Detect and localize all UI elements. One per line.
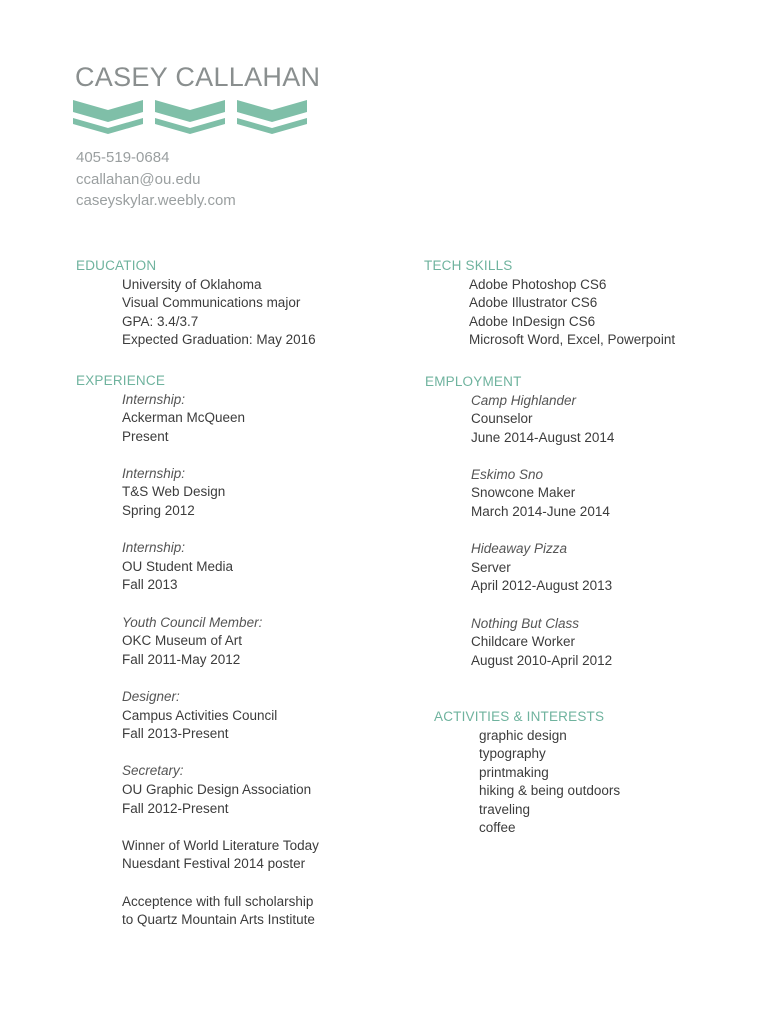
award-line: Acceptence with full scholarship: [122, 893, 314, 909]
employment-dates: April 2012-August 2013: [471, 578, 613, 594]
employment-entry: [471, 540, 614, 596]
employment-dates: August 2010-April 2012: [471, 652, 613, 668]
experience-org: Campus Activities Council: [122, 707, 278, 723]
chevron-banner: [73, 98, 309, 134]
experience-org: OKC Museum of Art: [122, 633, 243, 649]
employment-company: Eskimo Sno: [471, 466, 544, 482]
education-line: Visual Communications major: [122, 295, 301, 311]
chevron-icon: [237, 100, 307, 134]
employment-title: Snowcone Maker: [471, 485, 576, 501]
experience-dates: Fall 2013-Present: [122, 726, 229, 742]
experience-dates: Fall 2013: [122, 577, 178, 593]
award-line: Winner of World Literature Today: [122, 837, 319, 853]
section-heading: EXPERIENCE: [76, 373, 166, 388]
experience-role: Youth Council Member:: [122, 614, 263, 630]
award-line: to Quartz Mountain Arts Institute: [122, 912, 315, 928]
experience-dates: Fall 2011-May 2012: [122, 651, 241, 667]
section-heading: EMPLOYMENT: [425, 374, 522, 389]
employment-entry: [471, 615, 614, 671]
chevron-icon: [73, 100, 143, 134]
experience-dates: Fall 2012-Present: [122, 800, 229, 816]
section-heading: EDUCATION: [76, 258, 157, 273]
phone-number: 405-519-0684: [76, 149, 170, 166]
experience-section: [76, 372, 319, 930]
award-entry: [122, 893, 319, 930]
activities-section: [434, 708, 620, 838]
experience-entry: [122, 391, 319, 447]
experience-dates: Spring 2012: [122, 503, 195, 519]
website-url: caseyskylar.weebly.com: [76, 192, 236, 209]
experience-role: Designer:: [122, 689, 180, 704]
education-line: Expected Graduation: May 2016: [122, 332, 316, 348]
skill-item: Microsoft Word, Excel, Powerpoint: [469, 332, 676, 348]
employment-title: Counselor: [471, 411, 533, 427]
interest-item: typography: [479, 746, 546, 762]
experience-role: Internship:: [122, 465, 186, 481]
award-line: Nuesdant Festival 2014 poster: [122, 856, 306, 872]
experience-entry: [122, 465, 319, 521]
section-heading: TECH SKILLS: [424, 258, 513, 273]
employment-dates: June 2014-August 2014: [471, 429, 615, 445]
interest-item: coffee: [479, 820, 516, 836]
interest-item: traveling: [479, 801, 531, 817]
interest-item: graphic design: [479, 727, 567, 743]
experience-role: Secretary:: [122, 763, 184, 779]
employment-section: [425, 373, 614, 670]
employment-entry: [471, 466, 614, 522]
employment-entry: [471, 392, 614, 448]
interest-item: printmaking: [479, 764, 549, 780]
employment-company: Camp Highlander: [471, 392, 577, 408]
experience-org: T&S Web Design: [122, 484, 226, 500]
email-address: ccallahan@ou.edu: [76, 170, 201, 188]
employment-title: Server: [471, 559, 511, 575]
interest-item: hiking & being outdoors: [479, 783, 621, 799]
education-line: GPA: 3.4/3.7: [122, 313, 199, 329]
experience-org: Ackerman McQueen: [122, 410, 246, 426]
section-heading: ACTIVITIES & INTERESTS: [434, 709, 605, 724]
page-title: CASEY CALLAHAN: [75, 62, 321, 92]
contact-info: [76, 147, 236, 212]
experience-role: Internship:: [122, 540, 186, 556]
award-entry: [122, 837, 319, 874]
skill-item: Adobe InDesign CS6: [469, 313, 596, 329]
employment-company: Hideaway Pizza: [471, 541, 568, 557]
experience-entry: [122, 539, 319, 595]
education-line: University of Oklahoma: [122, 276, 262, 292]
employment-company: Nothing But Class: [471, 615, 580, 631]
experience-org: OU Student Media: [122, 558, 234, 574]
skill-item: Adobe Illustrator CS6: [469, 295, 598, 311]
chevron-icon: [155, 100, 225, 134]
tech-skills-section: [424, 257, 675, 350]
experience-entry: [122, 614, 319, 670]
experience-dates: Present: [122, 428, 169, 444]
employment-dates: March 2014-June 2014: [471, 504, 610, 520]
experience-role: Internship:: [122, 391, 186, 407]
education-section: [76, 257, 316, 350]
skill-item: Adobe Photoshop CS6: [469, 276, 607, 292]
experience-entry: [122, 762, 319, 818]
employment-title: Childcare Worker: [471, 634, 576, 650]
experience-entry: [122, 688, 319, 744]
experience-org: OU Graphic Design Association: [122, 781, 312, 797]
